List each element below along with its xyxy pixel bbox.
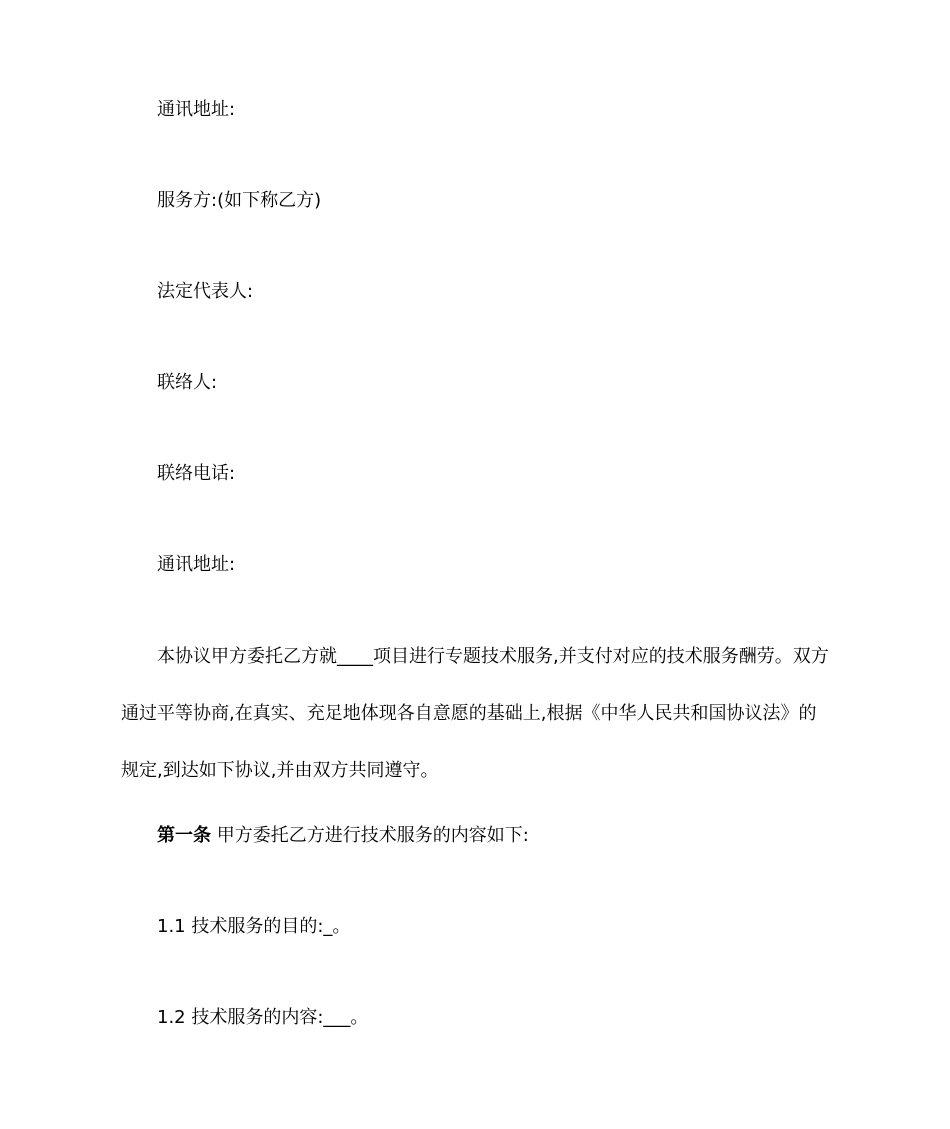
field-contact-phone: 联络电话: [157,463,236,484]
field-mailing-address-2: 通讯地址: [157,554,236,575]
field-legal-representative: 法定代表人: [157,281,254,302]
article-1-heading: 第一条 [157,825,211,846]
item-1-2: 1.2 技术服务的内容:___。 [157,1007,369,1028]
preamble-line-3: 规定,到达如下协议,并由双方共同遵守。 [121,760,439,781]
preamble-line-1: 本协议甲方委托乙方就____项目进行专题技术服务,并支付对应的技术服务酬劳。双方 [157,646,829,667]
article-1-text: 甲方委托乙方进行技术服务的内容如下: [211,825,529,846]
field-mailing-address-1: 通讯地址: [157,99,236,120]
item-1-1: 1.1 技术服务的目的:_。 [157,916,351,937]
article-1 [157,825,529,847]
preamble-line-2: 通过平等协商,在真实、充足地体现各自意愿的基础上,根据《中华人民共和国协议法》的 [121,703,817,724]
field-service-provider: 服务方:(如下称乙方) [157,190,322,211]
field-contact-person: 联络人: [157,372,218,393]
